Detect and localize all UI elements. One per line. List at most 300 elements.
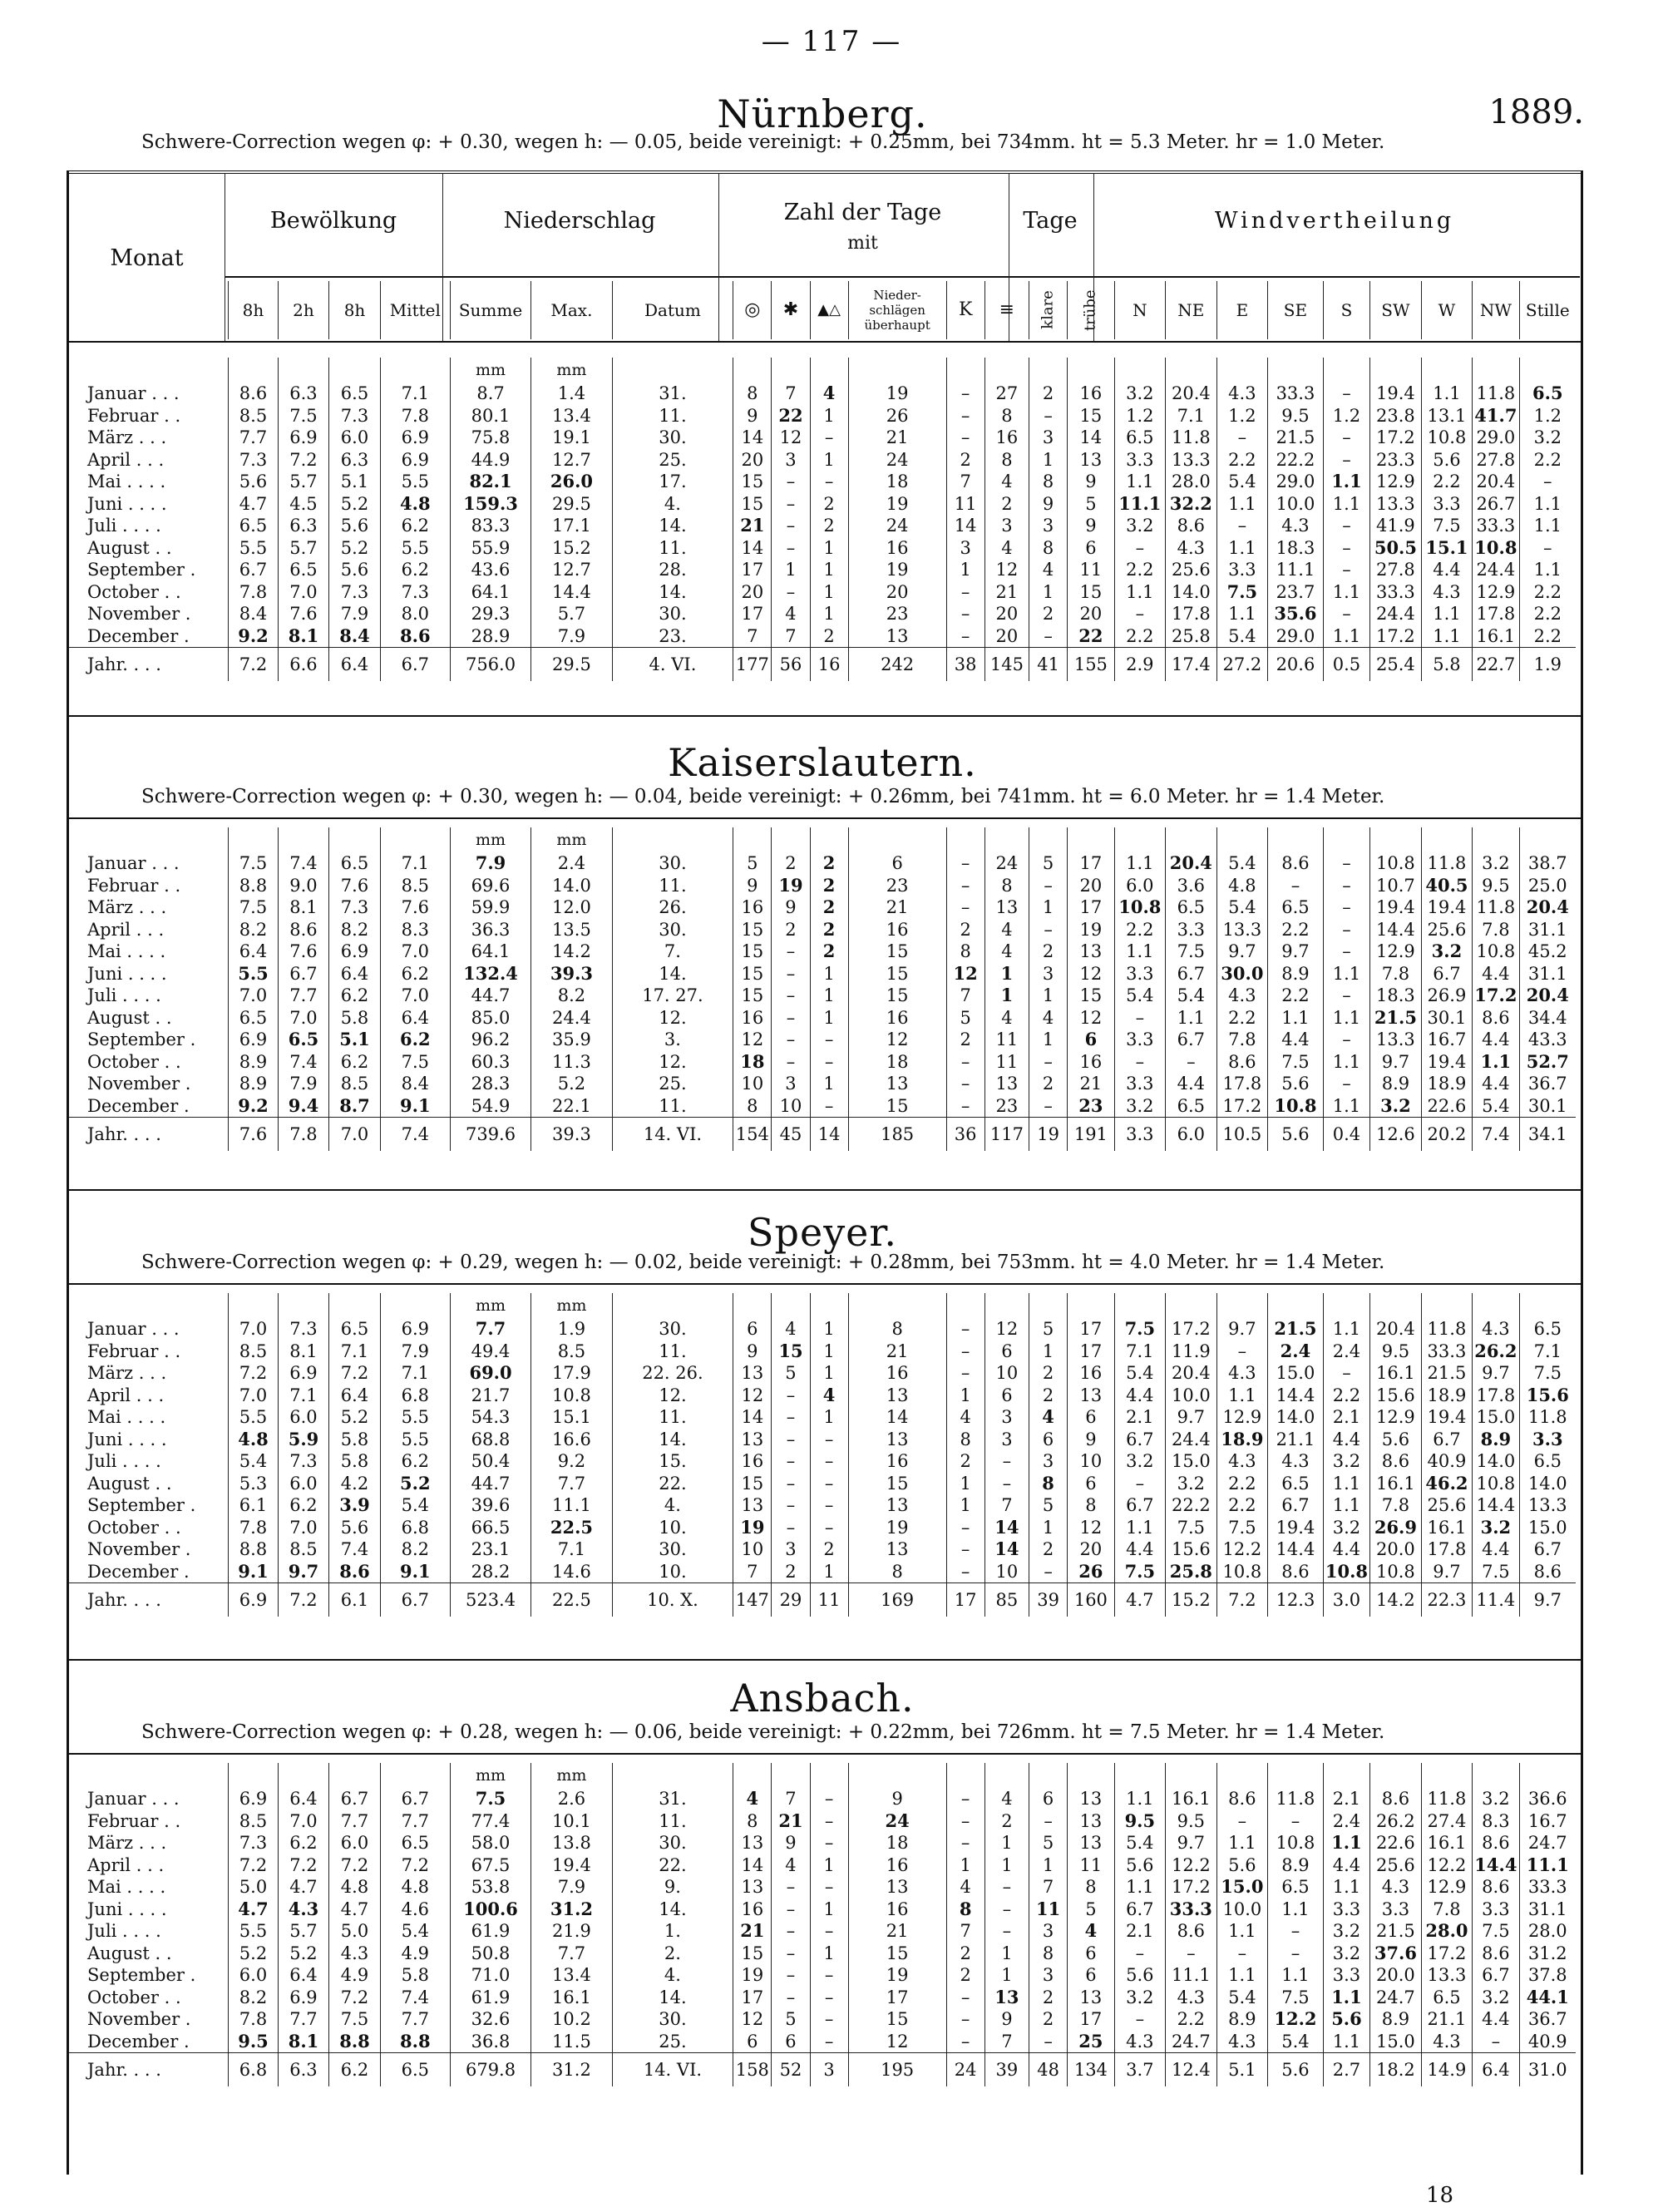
data-cell: 19 xyxy=(733,1517,772,1539)
unit-cell xyxy=(946,1763,984,1788)
subheader-e: E xyxy=(1216,281,1268,339)
year-cell: 39.3 xyxy=(531,1118,612,1152)
year-cell: 22.5 xyxy=(531,1583,612,1617)
data-cell: 20.0 xyxy=(1370,1964,1422,1987)
data-cell: 5.3 xyxy=(229,1473,278,1495)
data-cell: 5.6 xyxy=(229,471,278,493)
data-cell: – xyxy=(1323,985,1369,1007)
unit-cell xyxy=(278,358,329,383)
data-cell: 1.1 xyxy=(1323,581,1369,604)
data-cell: 15 xyxy=(733,919,772,941)
unit-cell xyxy=(1114,358,1166,383)
data-cell: 4 xyxy=(984,941,1029,963)
table-row xyxy=(69,1943,1576,1965)
data-cell: 3. xyxy=(612,1029,733,1051)
year-cell: 523.4 xyxy=(450,1583,530,1617)
table-row xyxy=(69,471,1576,493)
data-cell: 5.6 xyxy=(1421,449,1473,472)
data-cell: 3.2 xyxy=(1473,1788,1519,1810)
data-cell: 6.9 xyxy=(229,1029,278,1051)
data-cell: 13 xyxy=(1068,1987,1114,2009)
data-cell: 24 xyxy=(848,449,946,472)
data-cell: 6 xyxy=(1068,1964,1114,1987)
data-cell: – xyxy=(1029,625,1068,648)
data-cell: 5.2 xyxy=(229,1943,278,1965)
data-cell: 7.2 xyxy=(278,449,329,472)
data-cell: – xyxy=(1029,1810,1068,1833)
data-cell: 17 xyxy=(1068,852,1114,875)
data-cell: 1 xyxy=(810,1073,848,1095)
data-cell: 16 xyxy=(848,1854,946,1877)
data-cell: 3 xyxy=(772,449,810,472)
unit-cell xyxy=(1068,1763,1114,1788)
data-cell: 1.1 xyxy=(1166,1007,1217,1029)
year-cell: 6.8 xyxy=(229,2053,278,2087)
data-cell: 13 xyxy=(984,1073,1029,1095)
unit-cell xyxy=(612,1763,733,1788)
data-cell: 41.9 xyxy=(1370,515,1422,537)
data-cell: 8.9 xyxy=(229,1073,278,1095)
data-cell: – xyxy=(810,2031,848,2053)
data-cell: 9.2 xyxy=(531,1450,612,1473)
data-cell: 4.4 xyxy=(1114,1385,1166,1407)
data-cell: 8.9 xyxy=(1216,2008,1268,2031)
data-cell: – xyxy=(1114,1007,1166,1029)
data-cell: 5.8 xyxy=(329,1429,381,1451)
data-cell: 19 xyxy=(848,383,946,405)
data-cell: 15 xyxy=(733,493,772,516)
data-cell: 1.1 xyxy=(1114,1876,1166,1898)
unit-cell xyxy=(229,1293,278,1318)
data-cell: – xyxy=(1323,896,1369,919)
data-cell: 12.9 xyxy=(1370,941,1422,963)
data-cell: 16 xyxy=(733,1450,772,1473)
unit-cell xyxy=(810,358,848,383)
year-cell: 38 xyxy=(946,648,984,682)
unit-cell xyxy=(984,1293,1029,1318)
data-cell: 11.9 xyxy=(1166,1341,1217,1363)
data-cell: 4 xyxy=(1068,1920,1114,1943)
data-cell: 13 xyxy=(733,1876,772,1898)
data-cell: 36.7 xyxy=(1519,2008,1576,2031)
data-cell: 14 xyxy=(1068,427,1114,449)
data-cell: 2.6 xyxy=(531,1788,612,1810)
data-cell: 5.4 xyxy=(1216,471,1268,493)
unit-cell xyxy=(1068,1293,1114,1318)
data-cell: 7 xyxy=(772,625,810,648)
data-cell: 10.8 xyxy=(1268,1832,1324,1854)
data-cell: 12.9 xyxy=(1370,471,1422,493)
subheader-stille: Stille xyxy=(1519,281,1576,339)
data-cell: 4.4 xyxy=(1473,1073,1519,1095)
unit-cell xyxy=(810,1293,848,1318)
unit-cell: mm xyxy=(531,827,612,852)
unit-cell xyxy=(329,827,381,852)
data-cell: 8.9 xyxy=(1268,1854,1324,1877)
month-label: October . . xyxy=(87,1987,181,2007)
data-cell: – xyxy=(772,471,810,493)
data-cell: 15.0 xyxy=(1370,2031,1422,2053)
data-cell: 11.8 xyxy=(1473,383,1519,405)
data-cell: 7.7 xyxy=(229,427,278,449)
data-cell: 4 xyxy=(810,1385,848,1407)
year-cell: 85 xyxy=(984,1583,1029,1617)
data-cell: 4.7 xyxy=(229,1898,278,1921)
year-cell: 6.4 xyxy=(329,648,381,682)
data-cell: 9.5 xyxy=(229,2031,278,2053)
unit-cell xyxy=(278,1293,329,1318)
unit-cell xyxy=(1268,1763,1324,1788)
data-cell: 11.3 xyxy=(531,1051,612,1074)
data-cell: 10 xyxy=(984,1561,1029,1583)
table-row xyxy=(69,1362,1576,1385)
unit-cell xyxy=(380,1293,450,1318)
year-cell: 2.7 xyxy=(1323,2053,1369,2087)
data-cell: 44.9 xyxy=(450,449,530,472)
station-correction: Schwere-Correction wegen φ: + 0.29, wegen h: — 0.02, beide vereinigt: + 0.28mm, bei 753mm. ht = 4.0 Meter. hr = 1.4 Meter. xyxy=(141,1252,1385,1273)
unit-cell xyxy=(1421,1293,1473,1318)
data-cell: 2 xyxy=(1029,603,1068,625)
data-cell: 4.4 xyxy=(1323,1429,1369,1451)
month-label: Mai . . . . xyxy=(87,941,166,961)
data-cell: 4.3 xyxy=(1421,581,1473,604)
data-cell: 3.3 xyxy=(1216,559,1268,581)
unit-cell xyxy=(612,1293,733,1318)
data-cell: 6.5 xyxy=(278,1029,329,1051)
year-cell: 39 xyxy=(984,2053,1029,2087)
data-cell: – xyxy=(1114,1051,1166,1074)
data-cell: – xyxy=(810,2008,848,2031)
unit-cell: mm xyxy=(531,1293,612,1318)
data-cell: 6.5 xyxy=(1114,427,1166,449)
data-cell: 8.7 xyxy=(329,1095,381,1118)
table-row xyxy=(69,1494,1576,1517)
data-cell: – xyxy=(772,1876,810,1898)
data-cell: 2 xyxy=(810,852,848,875)
data-cell: 3.2 xyxy=(1370,1095,1422,1118)
data-cell: 10.8 xyxy=(1216,1561,1268,1583)
year-cell: 739.6 xyxy=(450,1118,530,1152)
month-label: September . xyxy=(87,1495,196,1515)
year-cell: 20.6 xyxy=(1268,648,1324,682)
data-cell: 6.7 xyxy=(1268,1494,1324,1517)
data-cell: – xyxy=(1216,1810,1268,1833)
data-cell: 15 xyxy=(733,985,772,1007)
data-cell: 33.3 xyxy=(1268,383,1324,405)
unit-cell xyxy=(946,827,984,852)
data-cell: 33.3 xyxy=(1519,1876,1576,1898)
data-cell: 20 xyxy=(733,449,772,472)
month-label: März . . . xyxy=(87,897,167,917)
data-cell: 23 xyxy=(848,603,946,625)
data-cell: 1 xyxy=(1029,1517,1068,1539)
table-row xyxy=(69,985,1576,1007)
unit-cell xyxy=(848,827,946,852)
year-cell: 14 xyxy=(810,1118,848,1152)
data-cell: 30. xyxy=(612,919,733,941)
data-cell: 132.4 xyxy=(450,963,530,985)
data-cell: 1.1 xyxy=(1323,2031,1369,2053)
data-cell: 4.3 xyxy=(1216,1450,1268,1473)
data-cell: 6.7 xyxy=(1114,1429,1166,1451)
data-cell: 7 xyxy=(772,1788,810,1810)
data-cell: 4.3 xyxy=(1114,2031,1166,2053)
data-cell: 6.3 xyxy=(329,449,381,472)
month-label: Juni . . . . xyxy=(87,1898,167,1919)
year-cell: 34.1 xyxy=(1519,1118,1576,1152)
data-cell: 24.7 xyxy=(1166,2031,1217,2053)
data-cell: 7.5 xyxy=(1421,515,1473,537)
unit-cell xyxy=(612,827,733,852)
unit-cell xyxy=(733,358,772,383)
data-cell: 1.1 xyxy=(1421,383,1473,405)
data-cell: 15.6 xyxy=(1519,1385,1576,1407)
data-cell: 15.0 xyxy=(1268,1362,1324,1385)
year-cell: 177 xyxy=(733,648,772,682)
data-cell: 27 xyxy=(984,383,1029,405)
month-label: Mai . . . . xyxy=(87,1407,166,1427)
table-row xyxy=(69,852,1576,875)
data-cell: 7.3 xyxy=(229,1832,278,1854)
data-cell: 13.5 xyxy=(531,919,612,941)
data-cell: 7.1 xyxy=(278,1385,329,1407)
data-cell: 20 xyxy=(733,581,772,604)
data-cell: 10.8 xyxy=(1473,537,1519,560)
data-cell: 9 xyxy=(1068,1429,1114,1451)
data-cell: 4.3 xyxy=(1216,1362,1268,1385)
data-cell: 15 xyxy=(848,963,946,985)
data-cell: 45.2 xyxy=(1519,941,1576,963)
data-cell: 15 xyxy=(733,941,772,963)
unit-cell xyxy=(848,1763,946,1788)
data-cell: 1 xyxy=(984,1854,1029,1877)
data-cell: 6.2 xyxy=(380,1029,450,1051)
data-cell: 16 xyxy=(848,1898,946,1921)
table-row xyxy=(69,1832,1576,1854)
data-cell: 4.5 xyxy=(278,493,329,516)
data-cell: 9 xyxy=(984,2008,1029,2031)
data-cell: – xyxy=(810,1494,848,1517)
station-table xyxy=(69,827,1576,1151)
year-cell: 10.5 xyxy=(1216,1118,1268,1152)
month-label: August . . xyxy=(87,1943,172,1963)
data-cell: 33.3 xyxy=(1166,1898,1217,1921)
data-cell: 13.3 xyxy=(1370,493,1422,516)
data-cell: 6.4 xyxy=(329,1385,381,1407)
data-cell: 4 xyxy=(772,1318,810,1341)
data-cell: 15 xyxy=(1068,405,1114,427)
data-cell: 55.9 xyxy=(450,537,530,560)
data-cell: 18.9 xyxy=(1216,1429,1268,1451)
year-cell: 3.3 xyxy=(1114,1118,1166,1152)
data-cell: 6.5 xyxy=(229,515,278,537)
data-cell: – xyxy=(1323,537,1369,560)
data-cell: 9. xyxy=(612,1876,733,1898)
data-cell: 21.5 xyxy=(1370,1920,1422,1943)
data-cell: 3.2 xyxy=(1323,1943,1369,1965)
data-cell: 69.6 xyxy=(450,875,530,897)
month-label: December . xyxy=(87,2031,190,2052)
data-cell: 8 xyxy=(1029,1473,1068,1495)
data-cell: 8 xyxy=(733,1810,772,1833)
data-cell: 2.2 xyxy=(1421,471,1473,493)
data-cell: 37.8 xyxy=(1519,1964,1576,1987)
year-cell: 154 xyxy=(733,1118,772,1152)
table-row xyxy=(69,1538,1576,1561)
data-cell: – xyxy=(772,963,810,985)
data-cell: 1 xyxy=(810,581,848,604)
data-cell: 11.8 xyxy=(1421,1318,1473,1341)
data-cell: 5.9 xyxy=(278,1429,329,1451)
unit-cell xyxy=(810,1763,848,1788)
data-cell: 8.1 xyxy=(278,896,329,919)
month-label: November . xyxy=(87,2009,191,2029)
data-cell: 3 xyxy=(772,1073,810,1095)
data-cell: 17 xyxy=(1068,2008,1114,2031)
data-cell: 36.6 xyxy=(1519,1788,1576,1810)
year-cell: 242 xyxy=(848,648,946,682)
unit-cell xyxy=(1029,827,1068,852)
unit-cell xyxy=(1323,358,1369,383)
month-label: October . . xyxy=(87,581,181,602)
data-cell: 1 xyxy=(810,1341,848,1363)
data-cell: 6.7 xyxy=(329,1788,381,1810)
data-cell: 2 xyxy=(810,919,848,941)
data-cell: – xyxy=(984,1876,1029,1898)
unit-cell xyxy=(1114,1293,1166,1318)
table-row xyxy=(69,1876,1576,1898)
data-cell: – xyxy=(946,1073,984,1095)
data-cell: 7.5 xyxy=(1216,1517,1268,1539)
year-cell: 19 xyxy=(1029,1118,1068,1152)
data-cell: 7.0 xyxy=(229,985,278,1007)
month-label: März . . . xyxy=(87,1833,167,1853)
unit-cell xyxy=(1519,358,1576,383)
data-cell: 4.3 xyxy=(1216,985,1268,1007)
data-cell: 8 xyxy=(733,1095,772,1118)
year-cell: 117 xyxy=(984,1118,1029,1152)
data-cell: – xyxy=(1323,603,1369,625)
data-cell: 13.3 xyxy=(1421,1964,1473,1987)
data-cell: 39.6 xyxy=(450,1494,530,1517)
data-cell: 3.2 xyxy=(1114,1987,1166,2009)
unit-cell xyxy=(1029,1293,1068,1318)
data-cell: 16.7 xyxy=(1421,1029,1473,1051)
data-cell: 6.8 xyxy=(380,1385,450,1407)
data-cell: 5 xyxy=(1029,1494,1068,1517)
data-cell: 4 xyxy=(1029,559,1068,581)
year-cell: 14. VI. xyxy=(612,1118,733,1152)
data-cell: 13 xyxy=(848,625,946,648)
data-cell: 4 xyxy=(984,1788,1029,1810)
unit-cell xyxy=(329,1763,381,1788)
data-cell: 14.0 xyxy=(1166,581,1217,604)
year-cell: 18.2 xyxy=(1370,2053,1422,2087)
data-cell: – xyxy=(1519,471,1576,493)
data-cell: 10.0 xyxy=(1216,1898,1268,1921)
year-cell: 25.4 xyxy=(1370,648,1422,682)
data-cell: 6.4 xyxy=(278,1964,329,1987)
data-cell: 17.2 xyxy=(1370,427,1422,449)
subheader-klare-label: klare xyxy=(1039,289,1057,329)
data-cell: 27.4 xyxy=(1421,1810,1473,1833)
data-cell: 7.8 xyxy=(1473,919,1519,941)
data-cell: 21.5 xyxy=(1421,1362,1473,1385)
data-cell: 16.6 xyxy=(531,1429,612,1451)
year-cell: 7.8 xyxy=(278,1118,329,1152)
data-cell: 40.5 xyxy=(1421,875,1473,897)
data-cell: 2.2 xyxy=(1268,919,1324,941)
data-cell: 8 xyxy=(984,875,1029,897)
data-cell: 5.2 xyxy=(329,537,381,560)
data-cell: 14.0 xyxy=(1268,1406,1324,1429)
unit-cell xyxy=(329,1293,381,1318)
data-cell: 17.8 xyxy=(1421,1538,1473,1561)
data-cell: 61.9 xyxy=(450,1920,530,1943)
data-cell: 17. 27. xyxy=(612,985,733,1007)
data-cell: 4.3 xyxy=(1166,1987,1217,2009)
year-cell: 45 xyxy=(772,1118,810,1152)
data-cell: 8.6 xyxy=(1473,1007,1519,1029)
data-cell: – xyxy=(810,1517,848,1539)
data-cell: 1 xyxy=(810,537,848,560)
data-cell: – xyxy=(1323,515,1369,537)
data-cell: 3.2 xyxy=(1421,941,1473,963)
data-cell: 23.7 xyxy=(1268,581,1324,604)
unit-cell xyxy=(733,1763,772,1788)
data-cell: 12.7 xyxy=(531,559,612,581)
data-cell: 13 xyxy=(1068,1832,1114,1854)
subheader-8h-evening: 8h xyxy=(329,281,381,339)
data-cell: 2 xyxy=(946,1029,984,1051)
data-cell: 5.6 xyxy=(1370,1429,1422,1451)
data-cell: – xyxy=(1216,427,1268,449)
data-cell: 8 xyxy=(733,383,772,405)
data-cell: 1 xyxy=(810,603,848,625)
data-cell: 12.2 xyxy=(1216,1538,1268,1561)
year-cell: 6.9 xyxy=(229,1583,278,1617)
data-cell: 6.0 xyxy=(329,427,381,449)
data-cell: 2 xyxy=(810,896,848,919)
year-cell: 9.7 xyxy=(1519,1583,1576,1617)
data-cell: 7.3 xyxy=(329,405,381,427)
data-cell: 5 xyxy=(946,1007,984,1029)
data-cell: 5.5 xyxy=(229,537,278,560)
year-cell: 5.6 xyxy=(1268,1118,1324,1152)
data-cell: 8.5 xyxy=(329,1073,381,1095)
data-cell: 14 xyxy=(984,1517,1029,1539)
data-cell: 7.5 xyxy=(1114,1561,1166,1583)
month-label: October . . xyxy=(87,1517,181,1538)
data-cell: 6 xyxy=(733,1318,772,1341)
data-cell: – xyxy=(1166,1051,1217,1074)
month-label: August . . xyxy=(87,537,172,558)
data-cell: – xyxy=(772,1494,810,1517)
data-cell: 13.1 xyxy=(1421,405,1473,427)
data-cell: 8.5 xyxy=(531,1341,612,1363)
data-cell: 8.6 xyxy=(1473,1832,1519,1854)
data-cell: – xyxy=(1268,1810,1324,1833)
data-cell: 5.4 xyxy=(380,1920,450,1943)
data-cell: 7.7 xyxy=(380,2008,450,2031)
data-cell: – xyxy=(810,1095,848,1118)
unit-cell xyxy=(1473,358,1519,383)
month-label: Februar . . xyxy=(87,1810,181,1831)
data-cell: 16.1 xyxy=(1166,1788,1217,1810)
data-cell: 7 xyxy=(733,625,772,648)
data-cell: 14 xyxy=(733,1406,772,1429)
data-cell: 7.3 xyxy=(380,581,450,604)
